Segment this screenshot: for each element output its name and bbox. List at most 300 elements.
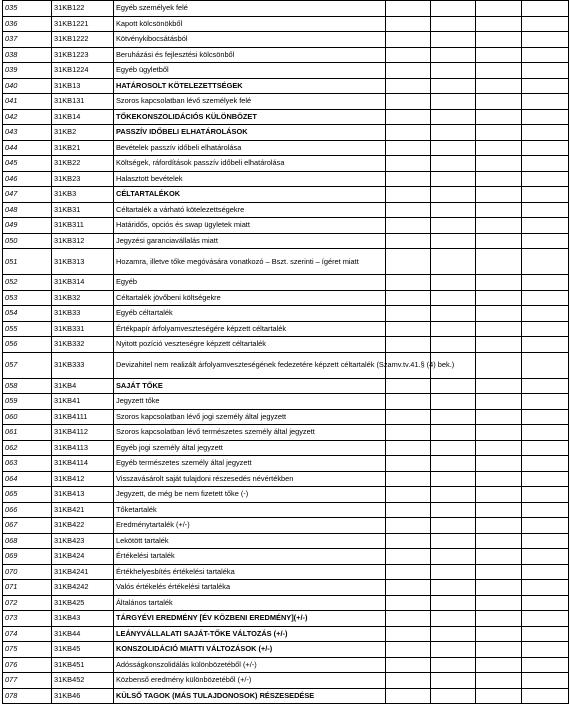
- value-cell: [386, 533, 431, 549]
- row-number: 039: [3, 63, 52, 79]
- value-cell: [476, 425, 522, 441]
- row-description: Halasztott bevételek: [114, 171, 386, 187]
- row-number: 038: [3, 47, 52, 63]
- value-cell: [431, 533, 476, 549]
- value-cell: [386, 321, 431, 337]
- value-cell: [476, 440, 522, 456]
- value-cell: [522, 518, 569, 534]
- value-cell: [431, 125, 476, 141]
- row-code: 31KB312: [52, 233, 114, 249]
- row-code: 31KB412: [52, 471, 114, 487]
- table-row: [3, 487, 569, 503]
- value-cell: [476, 611, 522, 627]
- value-cell: [386, 642, 431, 658]
- value-cell: [476, 275, 522, 291]
- table-row: [3, 688, 569, 704]
- row-description: PASSZÍV IDŐBELI ELHATÁROLÁSOK: [114, 125, 386, 141]
- row-number: 048: [3, 202, 52, 218]
- row-description: Egyéb természetes személy által jegyzett: [114, 456, 386, 472]
- value-cell: [476, 125, 522, 141]
- row-description: TÁRGYÉVI EREDMÉNY [ÉV KÖZBENI EREDMÉNY](+/-): [114, 611, 386, 627]
- value-cell: [431, 657, 476, 673]
- table-row: [3, 140, 569, 156]
- value-cell: [386, 456, 431, 472]
- table-row: [3, 321, 569, 337]
- row-description: Céltartalék jövőbeni költségekre: [114, 290, 386, 306]
- table-row: [3, 657, 569, 673]
- row-code: 31KB33: [52, 306, 114, 322]
- value-cell: [522, 471, 569, 487]
- row-number: 049: [3, 218, 52, 234]
- value-cell: [431, 233, 476, 249]
- row-code: 31KB13: [52, 78, 114, 94]
- row-description: Céltartalék a várható kötelezettségekre: [114, 202, 386, 218]
- table-row: [3, 171, 569, 187]
- value-cell: [522, 394, 569, 410]
- table-row: [3, 642, 569, 658]
- table-row: [3, 378, 569, 394]
- row-description: Értékhelyesbítés értékelési tartaléka: [114, 564, 386, 580]
- value-cell: [386, 673, 431, 689]
- row-code: 31KB14: [52, 109, 114, 125]
- value-cell: [522, 275, 569, 291]
- value-cell: [431, 518, 476, 534]
- row-number: 059: [3, 394, 52, 410]
- table-row: [3, 337, 569, 353]
- row-description: Jegyzett, de még be nem fizetett tőke (-): [114, 487, 386, 503]
- row-description: Egyéb ügyletből: [114, 63, 386, 79]
- table-row: [3, 471, 569, 487]
- row-description: Egyéb személyek felé: [114, 1, 386, 17]
- value-cell: [431, 218, 476, 234]
- row-number: 060: [3, 409, 52, 425]
- row-code: 31KB23: [52, 171, 114, 187]
- value-cell: [386, 63, 431, 79]
- value-cell: [386, 580, 431, 596]
- value-cell: [476, 688, 522, 704]
- value-cell: [386, 249, 431, 275]
- value-cell: [476, 94, 522, 110]
- value-cell: [522, 549, 569, 565]
- value-cell: [386, 378, 431, 394]
- row-number: 035: [3, 1, 52, 17]
- table-row: [3, 425, 569, 441]
- value-cell: [386, 1, 431, 17]
- table-row: [3, 456, 569, 472]
- value-cell: [431, 94, 476, 110]
- value-cell: [386, 595, 431, 611]
- table-row: [3, 16, 569, 32]
- table-row: [3, 249, 569, 275]
- row-description: SAJÁT TŐKE: [114, 378, 386, 394]
- row-code: 31KB4113: [52, 440, 114, 456]
- value-cell: [522, 63, 569, 79]
- value-cell: [386, 564, 431, 580]
- row-number: 070: [3, 564, 52, 580]
- value-cell: [431, 564, 476, 580]
- row-code: 31KB313: [52, 249, 114, 275]
- row-code: 31KB333: [52, 352, 114, 378]
- row-code: 31KB314: [52, 275, 114, 291]
- value-cell: [431, 487, 476, 503]
- value-cell: [522, 595, 569, 611]
- row-code: 31KB41: [52, 394, 114, 410]
- row-description: Kötvénykibocsátásból: [114, 32, 386, 48]
- row-description: Szoros kapcsolatban lévő személyek felé: [114, 94, 386, 110]
- value-cell: [386, 306, 431, 322]
- row-number: 055: [3, 321, 52, 337]
- value-cell: [431, 337, 476, 353]
- row-description: KÜLSŐ TAGOK (MÁS TULAJDONOSOK) RÉSZESEDÉSE: [114, 688, 386, 704]
- row-code: 31KB452: [52, 673, 114, 689]
- value-cell: [476, 1, 522, 17]
- row-code: 31KB4242: [52, 580, 114, 596]
- value-cell: [386, 32, 431, 48]
- value-cell: [476, 352, 522, 378]
- row-code: 31KB32: [52, 290, 114, 306]
- row-number: 068: [3, 533, 52, 549]
- row-description: Nyitott pozíció veszteségre képzett céltartalék: [114, 337, 386, 353]
- value-cell: [386, 109, 431, 125]
- table-row: [3, 275, 569, 291]
- value-cell: [431, 456, 476, 472]
- value-cell: [386, 187, 431, 203]
- row-code: 31KB1223: [52, 47, 114, 63]
- table-row: [3, 63, 569, 79]
- value-cell: [522, 171, 569, 187]
- row-description: Visszavásárolt saját tulajdoni részesedés névértékben: [114, 471, 386, 487]
- value-cell: [431, 688, 476, 704]
- value-cell: [522, 218, 569, 234]
- value-cell: [522, 580, 569, 596]
- table-row: [3, 78, 569, 94]
- row-code: 31KB424: [52, 549, 114, 565]
- value-cell: [431, 673, 476, 689]
- row-number: 064: [3, 471, 52, 487]
- value-cell: [386, 125, 431, 141]
- row-number: 043: [3, 125, 52, 141]
- table-row: [3, 47, 569, 63]
- value-cell: [476, 233, 522, 249]
- row-code: 31KB331: [52, 321, 114, 337]
- row-description: HATÁROSOLT KÖTELEZETTSÉGEK: [114, 78, 386, 94]
- row-code: 31KB451: [52, 657, 114, 673]
- table-row: [3, 94, 569, 110]
- row-number: 052: [3, 275, 52, 291]
- value-cell: [386, 140, 431, 156]
- row-code: 31KB31: [52, 202, 114, 218]
- row-description: Költségek, ráfordítások passzív időbeli elhatárolása: [114, 156, 386, 172]
- value-cell: [476, 337, 522, 353]
- value-cell: [522, 187, 569, 203]
- value-cell: [522, 47, 569, 63]
- row-description: TŐKEKONSZOLIDÁCIÓS KÜLÖNBÖZET: [114, 109, 386, 125]
- row-code: 31KB311: [52, 218, 114, 234]
- value-cell: [386, 94, 431, 110]
- value-cell: [522, 249, 569, 275]
- value-cell: [386, 47, 431, 63]
- row-number: 072: [3, 595, 52, 611]
- value-cell: [476, 109, 522, 125]
- value-cell: [476, 487, 522, 503]
- row-description: Értékpapír árfolyamveszteségére képzett céltartalék: [114, 321, 386, 337]
- row-code: 31KB1222: [52, 32, 114, 48]
- value-cell: [522, 94, 569, 110]
- row-number: 042: [3, 109, 52, 125]
- value-cell: [476, 156, 522, 172]
- row-description: KONSZOLIDÁCIÓ MIATTI VÁLTOZÁSOK (+/-): [114, 642, 386, 658]
- table-row: [3, 518, 569, 534]
- value-cell: [522, 688, 569, 704]
- row-description: Tőketartalék: [114, 502, 386, 518]
- row-code: 31KB1224: [52, 63, 114, 79]
- value-cell: [522, 533, 569, 549]
- row-number: 040: [3, 78, 52, 94]
- value-cell: [476, 378, 522, 394]
- value-cell: [476, 140, 522, 156]
- value-cell: [431, 409, 476, 425]
- value-cell: [522, 657, 569, 673]
- row-description: Jegyzési garanciavállalás miatt: [114, 233, 386, 249]
- value-cell: [522, 156, 569, 172]
- row-number: 073: [3, 611, 52, 627]
- table-row: [3, 580, 569, 596]
- row-code: 31KB1221: [52, 16, 114, 32]
- value-cell: [522, 125, 569, 141]
- value-cell: [431, 47, 476, 63]
- value-cell: [431, 1, 476, 17]
- value-cell: [431, 425, 476, 441]
- row-code: 31KB2: [52, 125, 114, 141]
- row-number: 041: [3, 94, 52, 110]
- value-cell: [431, 394, 476, 410]
- table-body: [3, 1, 569, 704]
- table-row: [3, 1, 569, 17]
- value-cell: [476, 171, 522, 187]
- value-cell: [431, 378, 476, 394]
- value-cell: [522, 306, 569, 322]
- row-description: Közbenső eredmény különbözetéből (+/-): [114, 673, 386, 689]
- value-cell: [522, 564, 569, 580]
- value-cell: [431, 171, 476, 187]
- value-cell: [522, 611, 569, 627]
- value-cell: [476, 642, 522, 658]
- table-row: [3, 409, 569, 425]
- row-description: Valós értékelés értékelési tartaléka: [114, 580, 386, 596]
- value-cell: [386, 290, 431, 306]
- value-cell: [476, 321, 522, 337]
- table-row: [3, 187, 569, 203]
- value-cell: [431, 502, 476, 518]
- value-cell: [476, 290, 522, 306]
- value-cell: [522, 337, 569, 353]
- value-cell: [386, 156, 431, 172]
- value-cell: [386, 394, 431, 410]
- row-number: 036: [3, 16, 52, 32]
- row-description: Devizahitel nem realizált árfolyamveszteségének fedezetére képzett céltartalék (Szamv.tv.41.§ (4) bek.): [114, 352, 386, 378]
- row-number: 045: [3, 156, 52, 172]
- row-description: Egyéb jogi személy által jegyzett: [114, 440, 386, 456]
- value-cell: [476, 518, 522, 534]
- value-cell: [476, 63, 522, 79]
- value-cell: [431, 16, 476, 32]
- value-cell: [386, 202, 431, 218]
- value-cell: [431, 140, 476, 156]
- value-cell: [476, 218, 522, 234]
- table-row: [3, 32, 569, 48]
- value-cell: [431, 275, 476, 291]
- table-row: [3, 394, 569, 410]
- row-description: Hozamra, illetve tőke megóvására vonatkozó – Bszt. szerinti – ígéret miatt: [114, 249, 386, 275]
- row-description: Egyéb céltartalék: [114, 306, 386, 322]
- row-description: Általános tartalék: [114, 595, 386, 611]
- table-row: [3, 626, 569, 642]
- value-cell: [431, 321, 476, 337]
- value-cell: [431, 471, 476, 487]
- row-description: Adósságkonszolidálás különbözetéből (+/-): [114, 657, 386, 673]
- row-description: Kapott kölcsönökből: [114, 16, 386, 32]
- row-number: 051: [3, 249, 52, 275]
- value-cell: [522, 440, 569, 456]
- value-cell: [522, 1, 569, 17]
- value-cell: [522, 321, 569, 337]
- value-cell: [522, 140, 569, 156]
- value-cell: [431, 109, 476, 125]
- row-description: LEÁNYVÁLLALATI SAJÁT-TŐKE VÁLTOZÁS (+/-): [114, 626, 386, 642]
- value-cell: [476, 564, 522, 580]
- row-code: 31KB421: [52, 502, 114, 518]
- row-number: 044: [3, 140, 52, 156]
- table-row: [3, 564, 569, 580]
- table-row: [3, 533, 569, 549]
- row-code: 31KB4: [52, 378, 114, 394]
- value-cell: [476, 626, 522, 642]
- value-cell: [476, 533, 522, 549]
- row-description: Lekötött tartalék: [114, 533, 386, 549]
- row-code: 31KB122: [52, 1, 114, 17]
- value-cell: [431, 549, 476, 565]
- value-cell: [476, 673, 522, 689]
- table-row: [3, 352, 569, 378]
- row-number: 067: [3, 518, 52, 534]
- row-description: Eredménytartalék (+/-): [114, 518, 386, 534]
- table-row: [3, 125, 569, 141]
- row-number: 074: [3, 626, 52, 642]
- value-cell: [476, 32, 522, 48]
- row-number: 050: [3, 233, 52, 249]
- row-number: 062: [3, 440, 52, 456]
- value-cell: [476, 549, 522, 565]
- row-number: 057: [3, 352, 52, 378]
- value-cell: [522, 502, 569, 518]
- table-row: [3, 109, 569, 125]
- value-cell: [522, 32, 569, 48]
- row-number: 076: [3, 657, 52, 673]
- row-number: 066: [3, 502, 52, 518]
- row-code: 31KB4241: [52, 564, 114, 580]
- value-cell: [476, 249, 522, 275]
- value-cell: [522, 78, 569, 94]
- row-number: 053: [3, 290, 52, 306]
- value-cell: [431, 626, 476, 642]
- row-number: 061: [3, 425, 52, 441]
- row-description: Beruházási és fejlesztési kölcsönből: [114, 47, 386, 63]
- value-cell: [522, 673, 569, 689]
- row-description: Határidős, opciós és swap ügyletek miatt: [114, 218, 386, 234]
- value-cell: [476, 657, 522, 673]
- value-cell: [431, 306, 476, 322]
- table-row: [3, 502, 569, 518]
- row-number: 065: [3, 487, 52, 503]
- value-cell: [386, 218, 431, 234]
- row-description: Értékelési tartalék: [114, 549, 386, 565]
- value-cell: [476, 394, 522, 410]
- value-cell: [476, 16, 522, 32]
- row-code: 31KB423: [52, 533, 114, 549]
- row-code: 31KB4112: [52, 425, 114, 441]
- value-cell: [522, 378, 569, 394]
- table-row: [3, 218, 569, 234]
- value-cell: [386, 502, 431, 518]
- value-cell: [476, 187, 522, 203]
- value-cell: [476, 202, 522, 218]
- value-cell: [522, 202, 569, 218]
- value-cell: [431, 611, 476, 627]
- value-cell: [522, 456, 569, 472]
- value-cell: [386, 626, 431, 642]
- table-row: [3, 549, 569, 565]
- row-code: 31KB422: [52, 518, 114, 534]
- value-cell: [431, 249, 476, 275]
- value-cell: [522, 487, 569, 503]
- row-code: 31KB22: [52, 156, 114, 172]
- value-cell: [386, 16, 431, 32]
- table-row: [3, 673, 569, 689]
- value-cell: [476, 456, 522, 472]
- row-number: 077: [3, 673, 52, 689]
- value-cell: [431, 202, 476, 218]
- table-row: [3, 440, 569, 456]
- value-cell: [431, 440, 476, 456]
- value-cell: [431, 187, 476, 203]
- row-number: 054: [3, 306, 52, 322]
- value-cell: [431, 78, 476, 94]
- value-cell: [431, 32, 476, 48]
- value-cell: [431, 63, 476, 79]
- value-cell: [386, 518, 431, 534]
- row-number: 078: [3, 688, 52, 704]
- value-cell: [522, 425, 569, 441]
- value-cell: [386, 425, 431, 441]
- row-description: Jegyzett tőke: [114, 394, 386, 410]
- row-code: 31KB21: [52, 140, 114, 156]
- row-description: Szoros kapcsolatban lévő jogi személy által jegyzett: [114, 409, 386, 425]
- value-cell: [386, 233, 431, 249]
- row-code: 31KB45: [52, 642, 114, 658]
- row-code: 31KB332: [52, 337, 114, 353]
- value-cell: [386, 471, 431, 487]
- value-cell: [522, 409, 569, 425]
- value-cell: [476, 409, 522, 425]
- value-cell: [386, 409, 431, 425]
- value-cell: [386, 657, 431, 673]
- value-cell: [431, 156, 476, 172]
- row-number: 047: [3, 187, 52, 203]
- value-cell: [386, 688, 431, 704]
- row-code: 31KB131: [52, 94, 114, 110]
- value-cell: [386, 78, 431, 94]
- row-number: 046: [3, 171, 52, 187]
